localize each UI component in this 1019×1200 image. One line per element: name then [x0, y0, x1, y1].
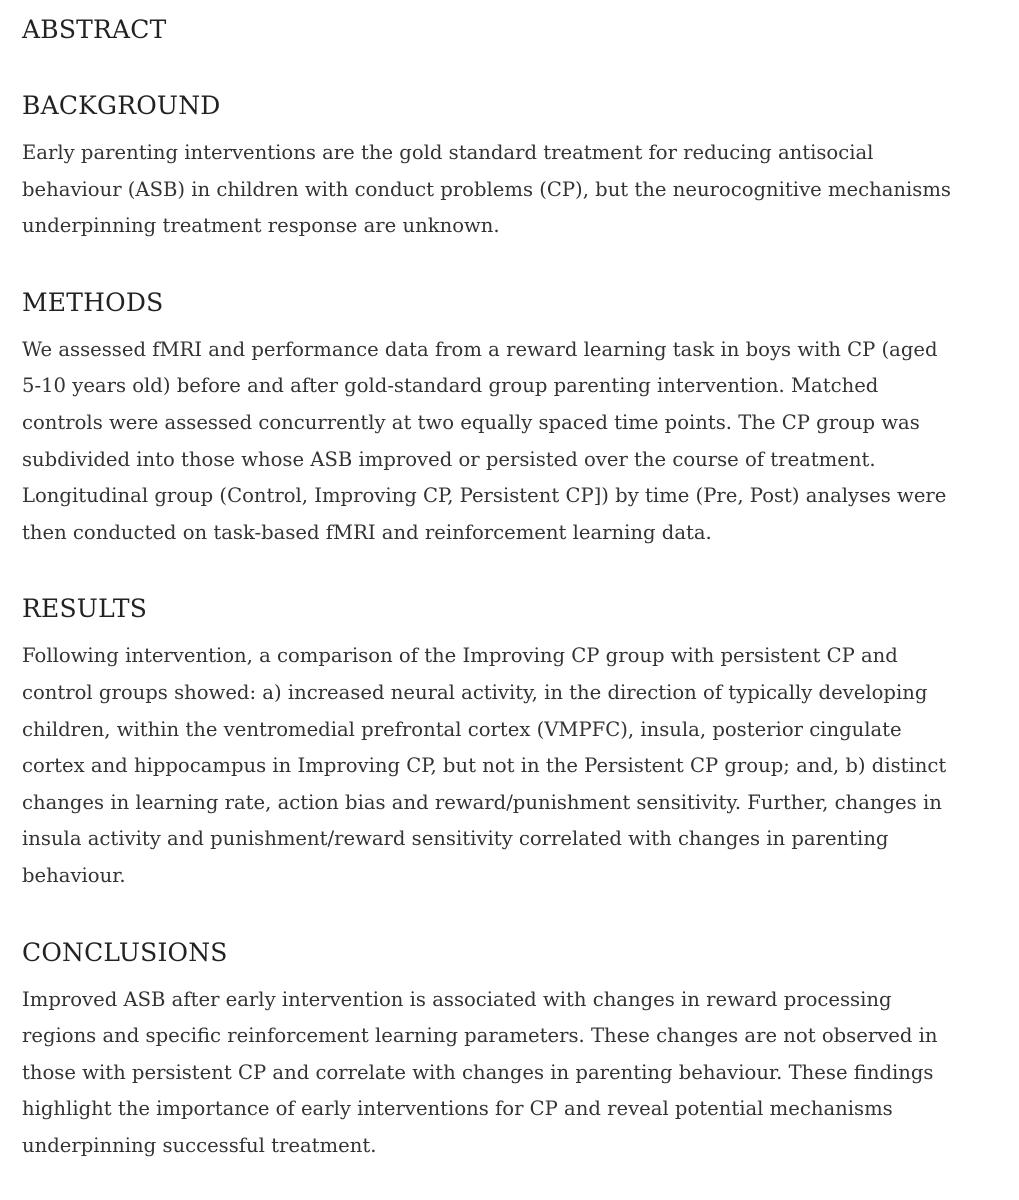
results-text: Following intervention, a comparison of the Improving CP group with persistent CP and control groups showed: a) increased neural activity, in the direction of typically developing children, within the ventromedial prefrontal cortex (VMPFC), insula, posterior cingulate cortex and hippocampus in Improving CP, but not in the Persistent CP group; and, b) distinct changes in learning rate, action bias and reward/punishment sensitivity. Further, changes in insula activity and punishment/reward sensitivity correlated with changes in parenting behaviour. [22, 644, 947, 887]
background-heading: BACKGROUND [22, 91, 221, 120]
methods-heading: METHODS [22, 287, 164, 317]
background-text: Early parenting interventions are the gold standard treatment for reducing antisocial behaviour (ASB) in children with conduct problems (CP), but the neurocognitive mechanisms underpinning treatment response are unknown. [22, 141, 951, 238]
section-conclusions [22, 935, 997, 1165]
section-background [22, 88, 997, 245]
section-methods [22, 285, 997, 552]
results-heading: RESULTS [22, 594, 148, 624]
conclusions-text: Improved ASB after early intervention is associated with changes in reward processing regions and specific reinforcement learning parameters. These changes are not observed in those with persistent CP and correlate with changes in parenting behaviour. These findings highlight the importance of early interventions for CP and reveal potential mechanisms underpinning successful treatment. [22, 987, 938, 1157]
methods-text: We assessed fMRI and performance data from a reward learning task in boys with CP (aged 5-10 years old) before and after gold-standard group parenting intervention. Matched controls were assessed concurrently at two equally spaced time points. The CP group was subdivided into those whose ASB improved or persisted over the course of treatment. Longitudinal group (Control, Improving CP, Persistent CP]) by time (Pre, Post) analyses were then conducted on task-based fMRI and reinforcement learning data. [22, 337, 947, 544]
section-results [22, 591, 997, 894]
abstract-title: ABSTRACT [22, 15, 167, 44]
conclusions-heading: CONCLUSIONS [22, 937, 228, 967]
